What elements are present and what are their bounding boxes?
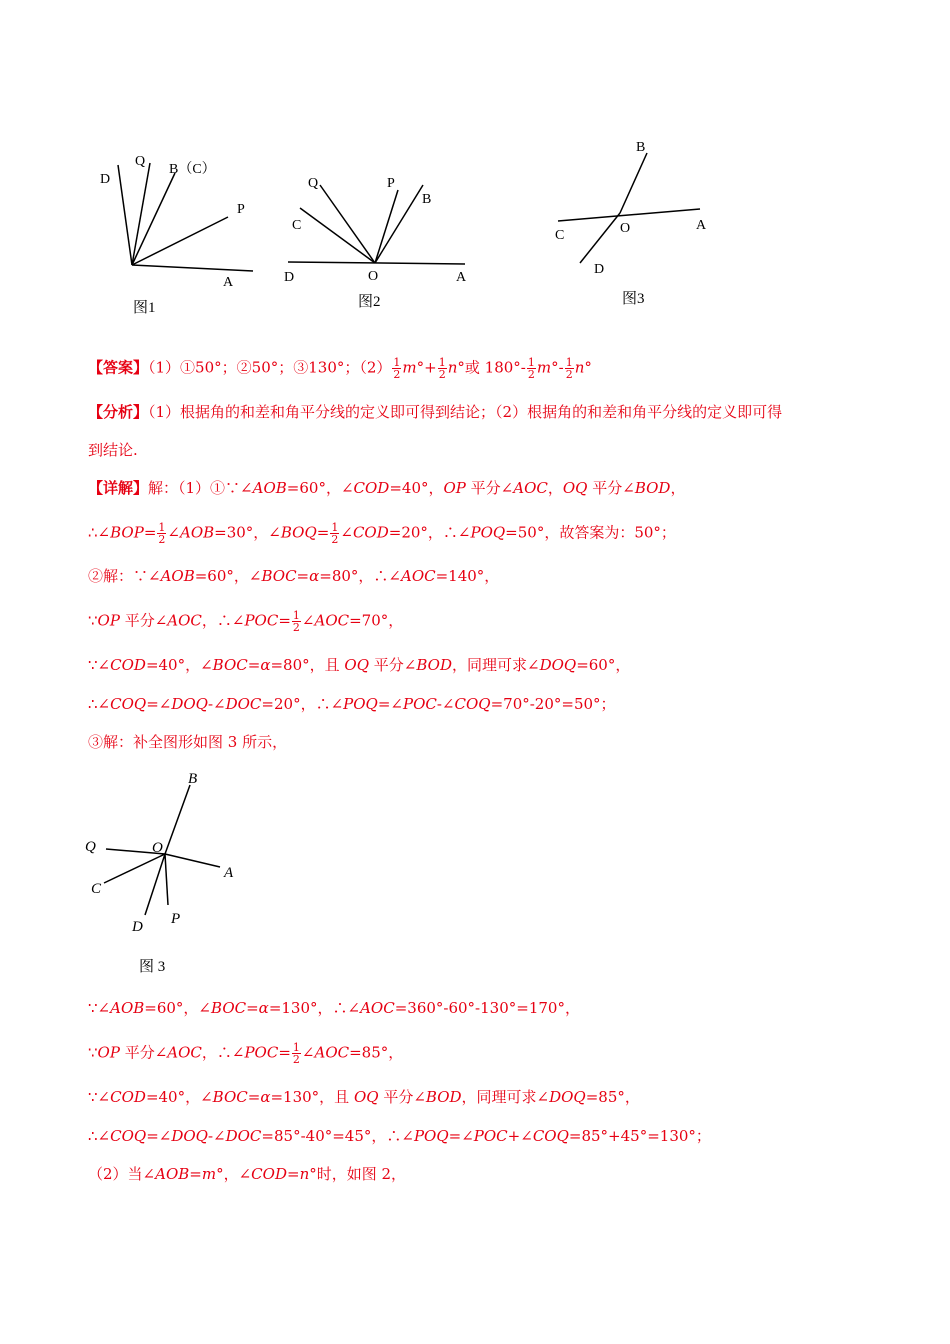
label-d: D [594, 262, 605, 277]
fraction-half: $\frac{1}{2}$ [527, 356, 535, 381]
label-b: B（C） [169, 162, 216, 177]
ray-oc [300, 208, 375, 263]
detail-line-7: ③解：补全图形如图 3 所示， [88, 733, 288, 751]
label-a: A [224, 865, 234, 881]
figure-2 [280, 165, 475, 315]
analysis-line-1: 【分析】（1）根据角的和差和角平分线的定义即可得到结论；（2）根据角的和差和角平分线的定义即可得 [88, 403, 783, 421]
label-o: O [620, 221, 631, 236]
answer-label: 【答案】 [88, 358, 149, 377]
label-c: C [292, 218, 302, 233]
detail-line-10: ∵∠COD=40°，∠BOC=α=130°，且 OQ 平分∠BOD，同理可求∠DOQ=85°， [88, 1088, 640, 1106]
ray-ob [375, 185, 423, 263]
label-b: B [422, 192, 432, 207]
line-ca [558, 209, 700, 221]
detail-line-5: ∵∠COD=40°，∠BOC=α=80°，且 OQ 平分∠BOD，同理可求∠DOQ=60°， [88, 656, 631, 674]
fraction-half: $\frac{1}{2}$ [292, 1041, 300, 1066]
detail-line-6: ∴∠COQ=∠DOQ-∠DOC=20°，∴∠POQ=∠POC-∠COQ=70°-20°=50°； [88, 695, 616, 713]
label-p: P [237, 202, 245, 217]
label-b: B [636, 140, 646, 155]
ray-oq [132, 163, 150, 265]
figure-3-completed [82, 765, 262, 980]
detail-line-2: ∴∠BOP= $\frac{1}{2}$ ∠AOB=30°，∠BOQ= $\frac{1}{2}$ ∠COD=20°，∴∠POQ=50°，故答案为：50°； [88, 521, 676, 546]
label-d: D [284, 270, 295, 285]
label-c: C [91, 881, 102, 897]
figure-2-caption: 图2 [358, 294, 381, 310]
figure-3 [550, 135, 720, 315]
label-b: B [188, 771, 198, 787]
label-a: A [223, 275, 234, 290]
label-a: A [456, 270, 467, 285]
label-c: C [555, 228, 565, 243]
figure-3-completed-svg [82, 765, 262, 980]
label-p: P [387, 176, 395, 191]
label-q: Q [85, 839, 96, 855]
detail-line-4: ∵OP 平分∠AOC，∴∠POC= $\frac{1}{2}$ ∠AOC=70°， [88, 609, 404, 634]
label-q: Q [308, 176, 319, 191]
ray-ob [165, 785, 190, 854]
answer-line: 【答案】（1）①50°；②50°；③130°；（2） $\frac{1}{2}$ m°+ $\frac{1}{2}$ n°或 180°- $\frac{1}{2}$ m°- $\frac{1}{2}$ n° [88, 356, 592, 381]
label-o: O [368, 269, 379, 284]
ray-oq [320, 185, 375, 263]
ray-op [165, 854, 168, 905]
ray-od [580, 213, 620, 263]
detail-line-9: ∵OP 平分∠AOC，∴∠POC= $\frac{1}{2}$ ∠AOC=85°， [88, 1041, 404, 1066]
detail-line-8: ∵∠AOB=60°，∠BOC=α=130°，∴∠AOC=360°-60°-130°=170°， [88, 999, 580, 1017]
ray-ob [132, 173, 175, 265]
detail-line-11: ∴∠COQ=∠DOQ-∠DOC=85°-40°=45°，∴∠POQ=∠POC+∠COQ=85°+45°=130°； [88, 1127, 711, 1145]
analysis-label: 【分析】 [88, 403, 149, 421]
label-q: Q [135, 154, 146, 169]
detail-line-1: 【详解】解：（1）①∵∠AOB=60°，∠COD=40°，OP 平分∠AOC，OQ 平分∠BOD， [88, 479, 686, 497]
fraction-half: $\frac{1}{2}$ [393, 356, 401, 381]
ray-oa [132, 265, 253, 271]
figure-2-svg [280, 165, 475, 315]
fraction-half: $\frac{1}{2}$ [438, 356, 446, 381]
detail-line-3: ②解：∵∠AOB=60°，∠BOC=α=80°，∴∠AOC=140°， [88, 567, 500, 585]
ray-oc [104, 854, 165, 883]
label-a: A [696, 218, 707, 233]
fraction-half: $\frac{1}{2}$ [331, 521, 339, 546]
figure-3-svg [550, 135, 720, 315]
fraction-half: $\frac{1}{2}$ [565, 356, 573, 381]
detail-label: 【详解】 [88, 479, 149, 497]
ray-op [375, 190, 398, 263]
detail-line-12: （2）当∠AOB=m°，∠COD=n°时，如图 2， [88, 1165, 407, 1183]
label-p: P [171, 911, 181, 927]
figure-1-caption: 图1 [133, 300, 156, 316]
label-d: D [132, 919, 143, 935]
fraction-half: $\frac{1}{2}$ [158, 521, 166, 546]
line-da [288, 262, 465, 264]
ray-oa [165, 854, 220, 867]
ray-op [132, 217, 228, 265]
figure-3-completed-caption: 图 3 [139, 959, 166, 975]
fraction-half: $\frac{1}{2}$ [292, 609, 300, 634]
figure-1 [95, 145, 265, 320]
ray-od [145, 854, 165, 915]
figure-3-caption: 图3 [622, 291, 645, 307]
label-d: D [100, 172, 111, 187]
figure-1-svg [95, 145, 265, 320]
ray-ob [620, 153, 647, 213]
analysis-line-2: 到结论. [88, 441, 138, 459]
label-o: O [152, 840, 163, 856]
ray-od [118, 165, 132, 265]
